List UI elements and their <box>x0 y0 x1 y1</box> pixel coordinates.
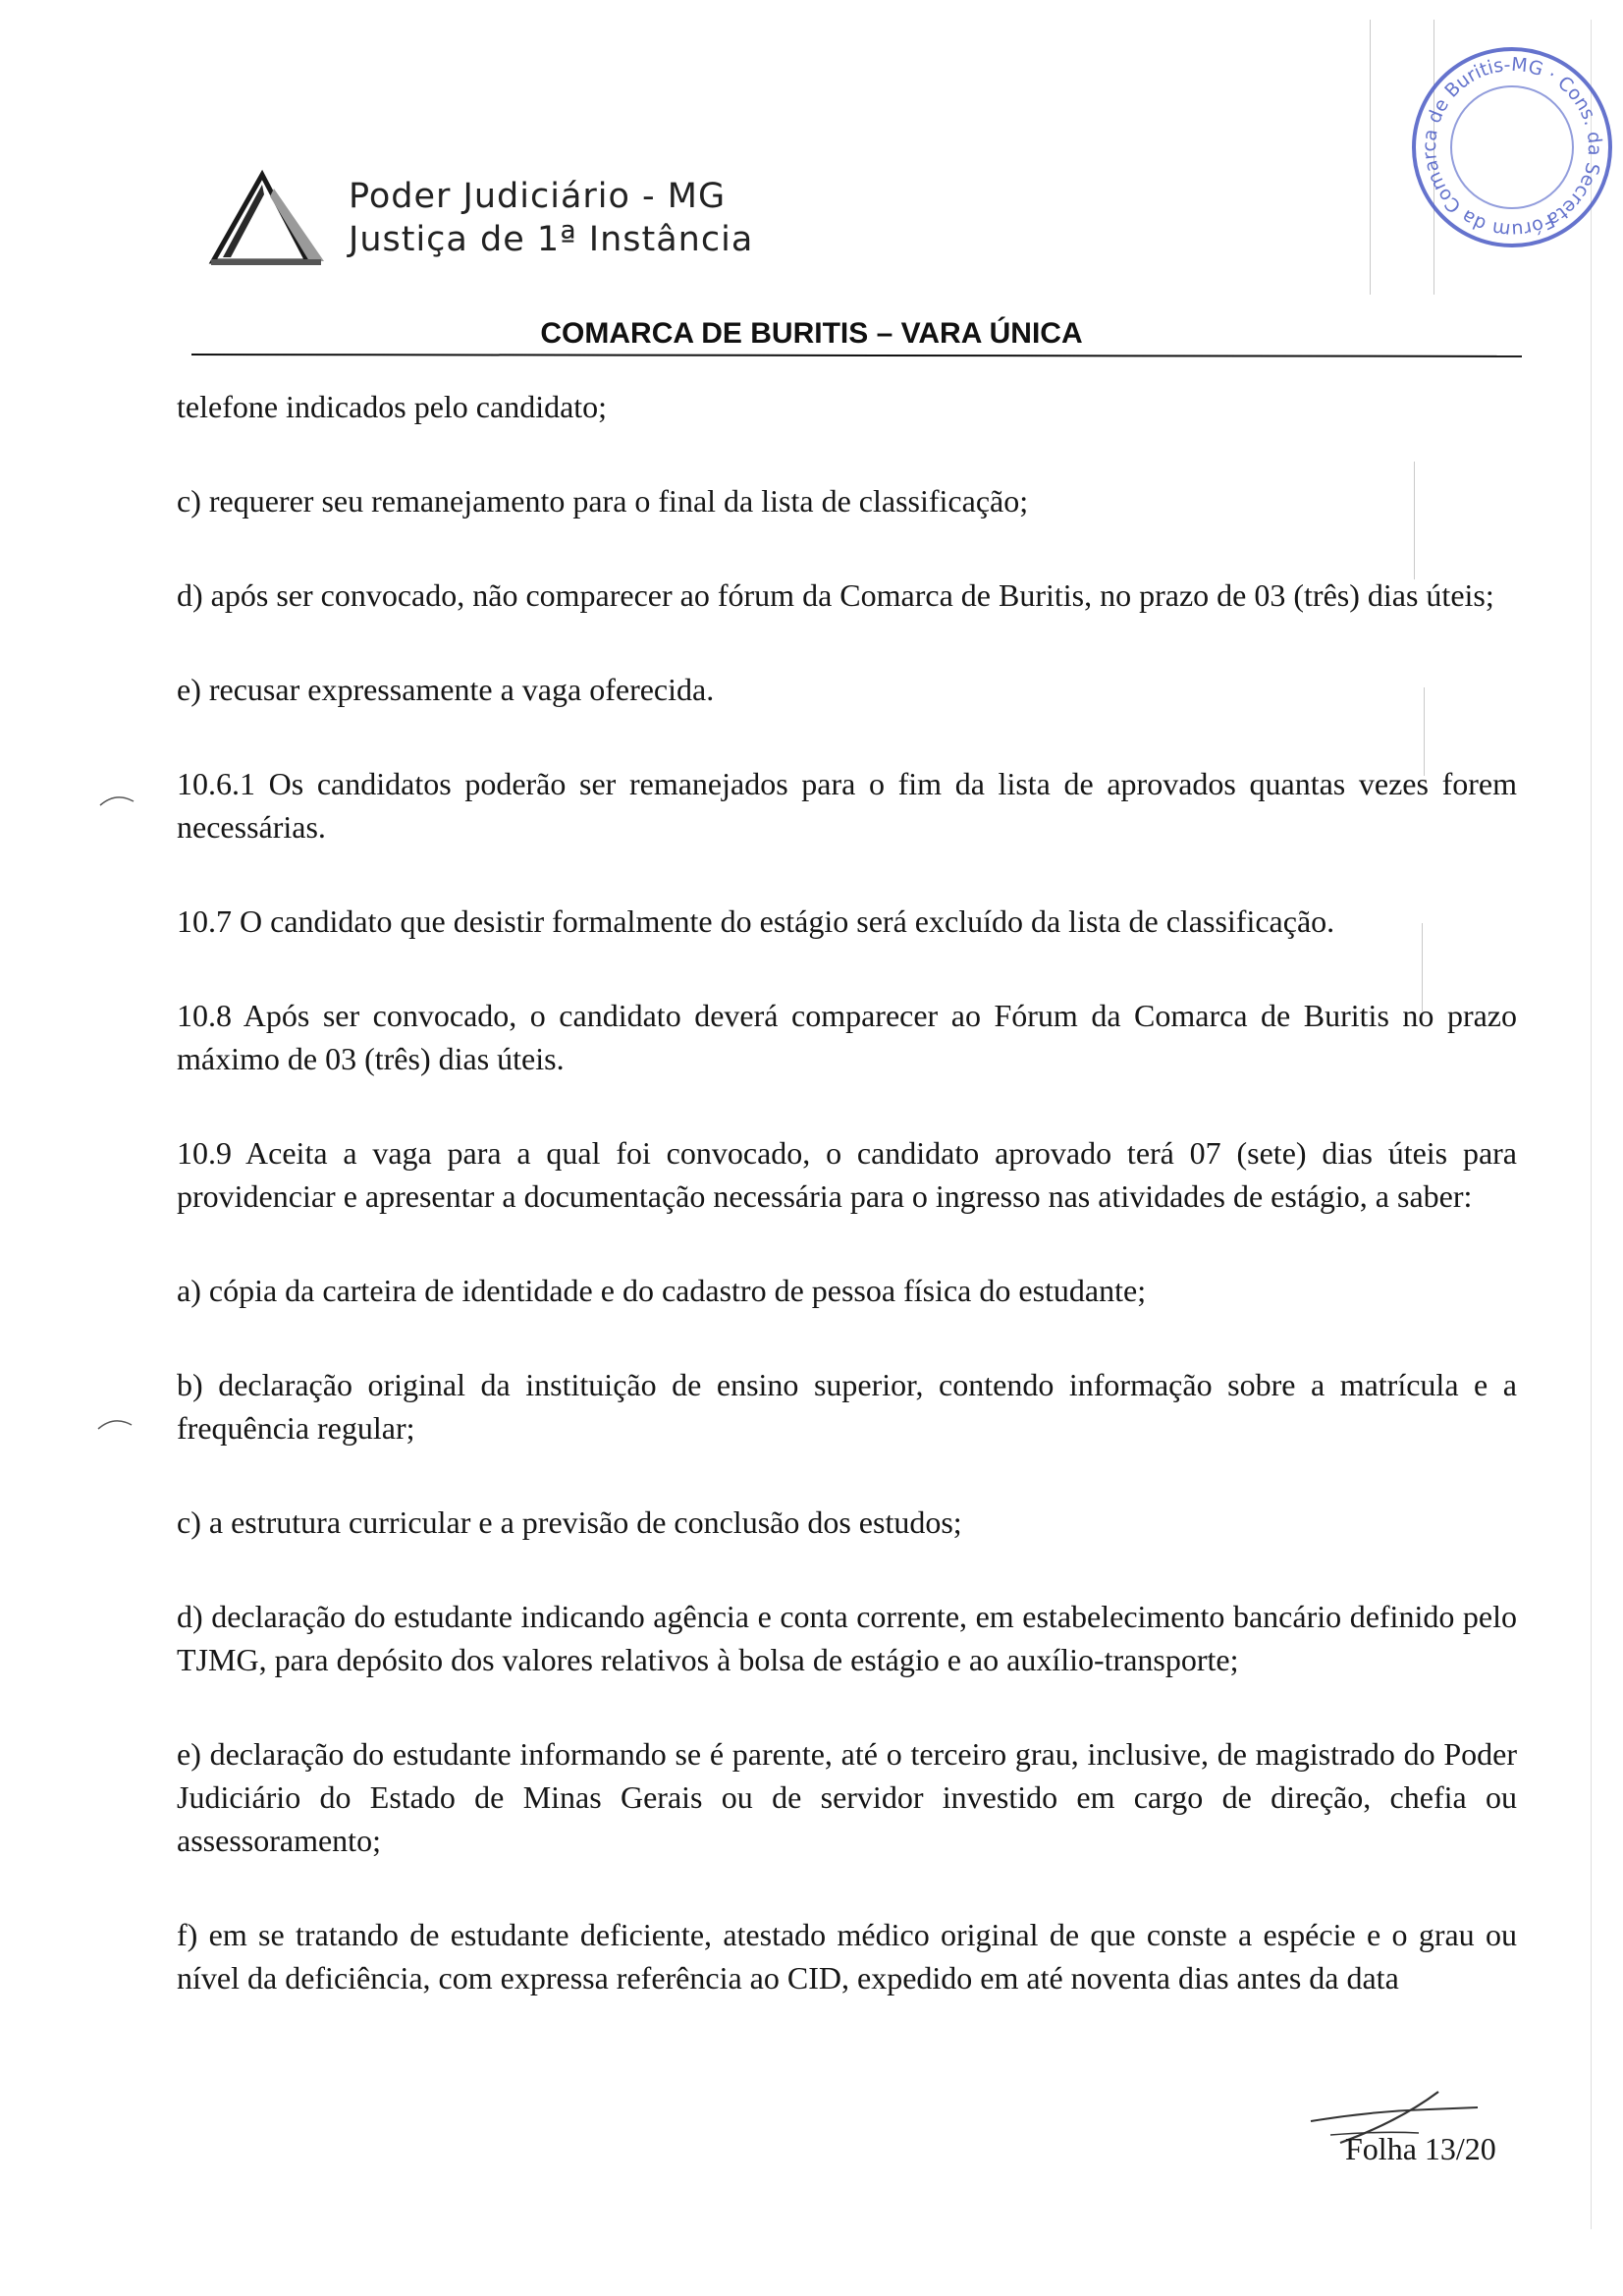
margin-mark <box>96 1417 135 1431</box>
scan-artifact <box>1370 20 1371 295</box>
paragraph-10-8: 10.8 Após ser convocado, o candidato deverá comparecer ao Fórum da Comarca de Buritis no prazo máximo de 03 (três) dias úteis. <box>177 998 1517 1076</box>
paragraph-item-b: b) declaração original da instituição de ensino superior, contendo informação sobre a matrícula e a frequência regular; <box>177 1367 1517 1446</box>
paragraph-item-c2: c) a estrutura curricular e a previsão de conclusão dos estudos; <box>177 1504 962 1540</box>
paragraph-item-e2: e) declaração do estudante informando se é parente, até o terceiro grau, inclusive, de magistrado do Poder Judiciário do Estado de Minas Gerais ou de servidor investido em cargo de direção, chefia ou assessoramento; <box>177 1736 1517 1858</box>
org-title-line1: Poder Judiciário - MG <box>349 177 727 216</box>
paragraph-item-d2: d) declaração do estudante indicando agência e conta corrente, em estabelecimento bancário definido pelo TJMG, para depósito dos valores relativos à bolsa de estágio e ao auxílio-transporte; <box>177 1599 1517 1677</box>
scan-artifact <box>1591 20 1592 2229</box>
header-rule <box>191 354 1522 357</box>
court-seal-stamp <box>1404 39 1620 255</box>
paragraph-10-6-1: 10.6.1 Os candidatos poderão ser remanejados para o fim da lista de aprovados quantas vezes forem necessárias. <box>177 766 1517 845</box>
paragraph-item-e: e) recusar expressamente a vaga oferecida. <box>177 672 715 707</box>
document-body <box>177 385 1517 2050</box>
svg-text:Fórum da Comarca de Buritis-MG: Fórum da Comarca de Buritis-MG · Cons. da Secretaria <box>1418 53 1606 242</box>
paragraph-continuation: telefone indicados pelo candidato; <box>177 389 608 424</box>
paragraph-item-d: d) após ser convocado, não comparecer ao fórum da Comarca de Buritis, no prazo de 03 (três) dias úteis; <box>177 577 1494 613</box>
paragraph-10-7: 10.7 O candidato que desistir formalmente do estágio será excluído da lista de classificação. <box>177 903 1335 939</box>
paragraph-item-f: f) em se tratando de estudante deficiente, atestado médico original de que conste a espécie e o grau ou nível da deficiência, com expressa referência ao CID, expedido em até noventa dias antes da data <box>177 1917 1517 1995</box>
page-number: Folha 13/20 <box>1345 2131 1496 2166</box>
paragraph-item-c: c) requerer seu remanejamento para o final da lista de classificação; <box>177 483 1029 519</box>
org-title <box>349 175 753 261</box>
margin-mark <box>98 793 137 807</box>
paragraph-10-9: 10.9 Aceita a vaga para a qual foi convocado, o candidato aprovado terá 07 (sete) dias úteis para providenciar e apresentar a documentação necessária para o ingresso nas atividades de estágio, a saber: <box>177 1135 1517 1214</box>
paragraph-item-a: a) cópia da carteira de identidade e do cadastro de pessoa física do estudante; <box>177 1273 1147 1308</box>
org-title-line2: Justiça de 1ª Instância <box>349 220 754 259</box>
tjmg-logo-icon <box>201 167 339 275</box>
court-name: COMARCA DE BURITIS – VARA ÚNICA <box>540 317 1083 350</box>
